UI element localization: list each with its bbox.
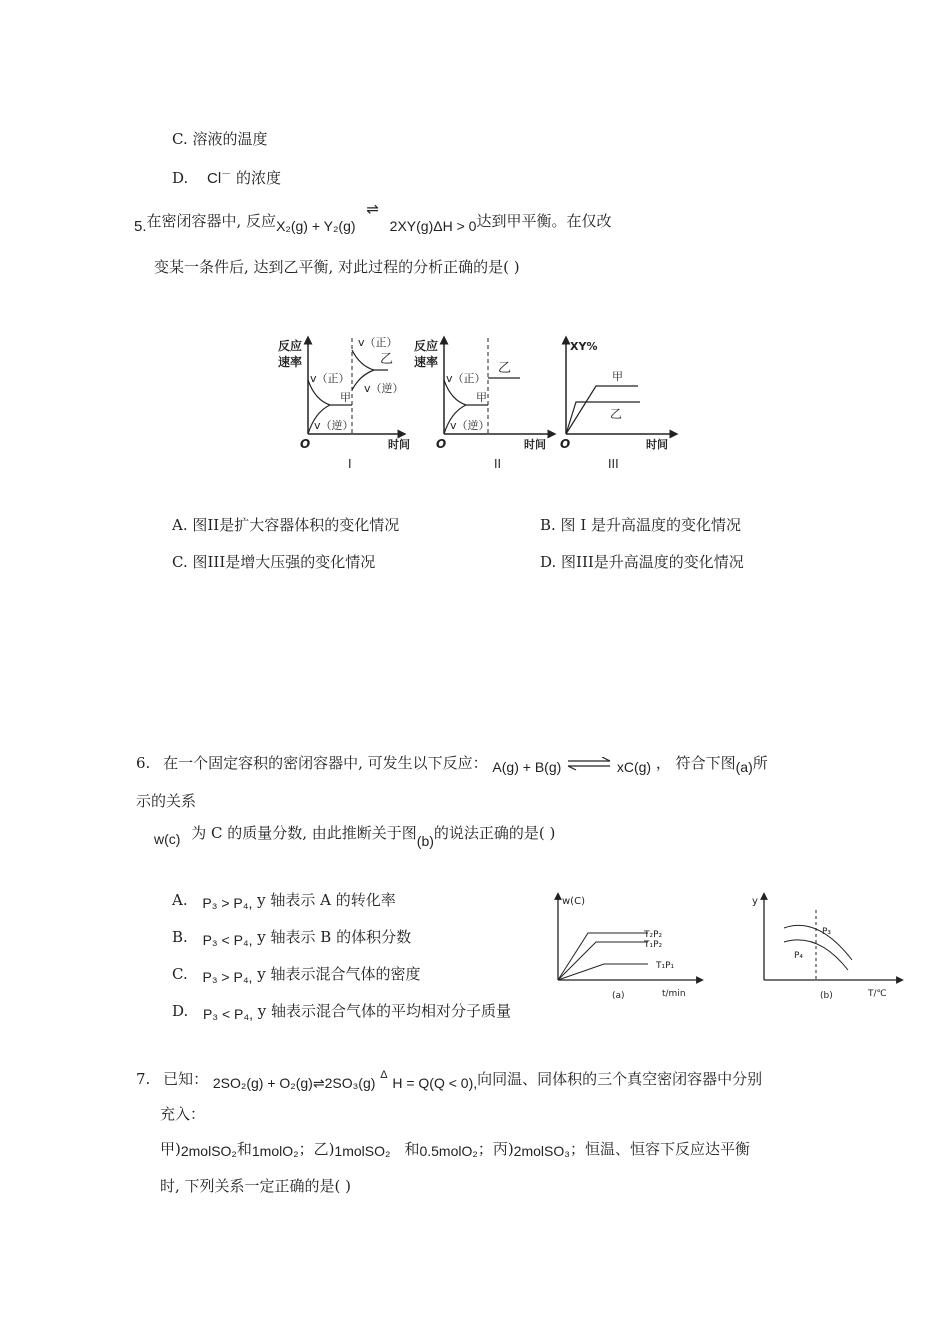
- q5-fig1-ylabel1: 反应: [278, 339, 303, 353]
- q6-number: 6.: [136, 754, 151, 772]
- q6-option-a: [172, 889, 396, 910]
- q5-option-b: B. 图 I 是升高温度的变化情况: [540, 516, 742, 534]
- q7-bing-val: 2molSO₃: [513, 1143, 570, 1159]
- q7-jia: 甲): [160, 1140, 181, 1158]
- q5-fig1-label-jia: 甲: [340, 391, 351, 404]
- q7-sep1: ；乙): [298, 1140, 335, 1158]
- q5-fig3-origin: O: [560, 437, 571, 451]
- q6-fig-a-xlabel: t/min: [662, 989, 686, 999]
- q6-fig-b-xlabel: T/℃: [868, 989, 887, 999]
- q6-after: ， 符合下图: [655, 754, 736, 772]
- q6-after2: 所: [752, 754, 768, 772]
- q4-option-d-sup: －: [221, 169, 232, 180]
- q6-figure-a: [548, 888, 718, 1008]
- q4-option-c: C. 溶液的温度: [172, 130, 268, 148]
- q6-option-b: [172, 926, 411, 947]
- q7-yi-val2: 0.5molO₂: [419, 1143, 478, 1159]
- q4-option-d-text: 的浓度: [236, 169, 282, 187]
- q7-and1: 和: [236, 1140, 252, 1158]
- q5-fig2-v-forward: v（正）: [446, 372, 486, 385]
- q5-fig2: [414, 338, 552, 471]
- q5-fig2-xlabel: 时间: [524, 438, 546, 451]
- q6-intro: 在一个固定容积的密闭容器中, 可发生以下反应：: [163, 754, 488, 772]
- q6-option-c-text: y 轴表示混合气体的密度: [252, 965, 421, 983]
- q6-fig-b-caption: (b): [820, 991, 833, 1001]
- q6-fig-b-curve2-label: P₄: [794, 951, 804, 961]
- q5-reactants: X₂(g) + Y₂(g): [276, 218, 356, 234]
- q6-equilibrium-arrow: [566, 757, 612, 771]
- q6-fig-b-ref: (b): [416, 833, 434, 849]
- q6-option-d-cond: P₃ < P₄,: [203, 1006, 253, 1022]
- q6-wc: w(c): [154, 831, 181, 847]
- q5-intro: 在密闭容器中, 反应: [146, 212, 277, 230]
- q6-fig-b-curve1-label: P₃: [822, 927, 832, 937]
- q5-number: 5.: [134, 218, 147, 235]
- q5-fig2-v-reverse: v（逆）: [450, 419, 490, 432]
- q7-delta: Δ: [380, 1069, 388, 1081]
- q7-condition: H = Q(Q < 0),: [392, 1075, 478, 1091]
- q6-fig-a-ref: (a): [735, 759, 753, 775]
- q5-fig1-label-yi: 乙: [380, 352, 394, 367]
- q6-option-d-label: D.: [172, 1002, 189, 1020]
- q5-after: 达到甲平衡。在仅改: [476, 212, 612, 230]
- q6-fig-a-curve2-label: T₁P₂: [644, 940, 663, 950]
- q5-option-c: C. 图III是增大压强的变化情况: [172, 553, 376, 571]
- q5-fig3-xlabel: 时间: [646, 438, 668, 451]
- q4-option-d-ion: Cl: [207, 170, 222, 187]
- q6-option-a-text: y 轴表示 A 的转化率: [252, 891, 396, 909]
- q6-fig-a-curve1-label: T₂P₂: [644, 930, 663, 940]
- q6-fig-a-curve-t2p2: [558, 933, 648, 980]
- q6-fig-a-curve3-label: T₁P₁: [656, 961, 675, 971]
- q5-fig3-caption: III: [608, 457, 619, 471]
- q6-option-d: [172, 1000, 511, 1021]
- q6-line3: 为 C 的质量分数, 由此推断关于图: [191, 824, 417, 842]
- q7-intro: 已知：: [163, 1070, 209, 1088]
- q5-fig2-origin: O: [436, 437, 447, 451]
- q5-stem-line2: 变某一条件后, 达到乙平衡, 对此过程的分析正确的是( ): [154, 258, 520, 276]
- q4-option-d-label: D.: [172, 169, 189, 187]
- q5-fig2-label-jia: 甲: [476, 391, 487, 404]
- q7-line3-end: ；恒温、恒容下反应达平衡: [569, 1140, 750, 1158]
- q7-stem-line4: 时, 下列关系一定正确的是( ): [160, 1177, 352, 1195]
- q7-stem-line3: [160, 1138, 750, 1159]
- q6-stem-line1: [136, 752, 768, 773]
- q6-figure-b: [748, 888, 908, 1008]
- q5-fig1: [278, 336, 410, 471]
- q5-fig2-ylabel1: 反应: [414, 339, 439, 353]
- q5-fig3-curve-yi: [566, 402, 640, 434]
- q5-option-d: D. 图III是升高温度的变化情况: [540, 553, 744, 571]
- q5-fig3-curve-jia: [566, 386, 638, 434]
- q6-option-a-label: A.: [172, 891, 188, 909]
- q6-option-a-cond: P₃ > P₄,: [202, 895, 253, 911]
- q7-sep2: ；丙): [477, 1140, 514, 1158]
- q7-stem-line2: 充入：: [160, 1105, 206, 1123]
- q7-number: 7.: [136, 1070, 151, 1088]
- q5-fig3-label-jia: 甲: [612, 370, 623, 383]
- q5-fig1-ylabel2: 速率: [278, 355, 303, 369]
- q5-fig1-v-forward2: v（正）: [358, 336, 398, 349]
- q6-option-d-text: y 轴表示混合气体的平均相对分子质量: [252, 1002, 511, 1020]
- q6-option-c-label: C.: [172, 965, 188, 983]
- q5-fig2-caption: II: [494, 457, 502, 471]
- q6-reaction-left: A(g) + B(g): [492, 759, 562, 775]
- q5-fig2-label-yi: 乙: [498, 361, 512, 376]
- q7-stem-line1: [136, 1068, 762, 1089]
- q7-yi-val: 1molSO₂: [334, 1143, 391, 1159]
- q6-fig-a-curve-t1p2: [558, 942, 648, 980]
- q6-reaction-right: xC(g): [616, 759, 652, 775]
- q5-fig1-xlabel: 时间: [388, 438, 410, 451]
- q5-fig2-ylabel2: 速率: [414, 355, 439, 369]
- q4-option-d: [172, 165, 281, 188]
- q6-option-b-text: y 轴表示 B 的体积分数: [252, 928, 412, 946]
- q5-fig3-label-yi: 乙: [610, 407, 623, 421]
- q5-figure: [270, 330, 690, 480]
- q6-fig-a-ylabel: w(C): [562, 896, 585, 907]
- q6-option-c-cond: P₃ > P₄,: [202, 969, 253, 985]
- q5-fig1-origin: O: [300, 437, 311, 451]
- q5-arrow: ⇌: [366, 201, 379, 218]
- q6-fig-b-ylabel: y: [752, 896, 758, 907]
- q5-fig1-v-reverse2: v（逆）: [364, 382, 404, 395]
- q5-fig1-v-reverse: v（逆）: [314, 419, 354, 432]
- q6-stem-line2: 示的关系: [136, 792, 197, 810]
- q5-products: 2XY(g)ΔH > 0: [389, 218, 477, 234]
- q5-fig3: [560, 340, 674, 471]
- q6-option-b-cond: P₃ < P₄,: [202, 932, 253, 948]
- q5-stem-line1: [134, 201, 612, 235]
- q5-option-a: A. 图II是扩大容器体积的变化情况: [172, 516, 400, 534]
- q6-line3-end: 的说法正确的是( ): [433, 824, 556, 842]
- q6-option-c: [172, 963, 420, 984]
- q7-reaction: 2SO₂(g) + O₂(g)⇌2SO₃(g): [212, 1075, 376, 1091]
- q7-jia-val: 2molSO₂: [180, 1143, 237, 1159]
- q6-fig-a-caption: (a): [612, 991, 625, 1001]
- q5-fig1-caption: I: [348, 457, 352, 471]
- q6-stem-line3: [154, 822, 556, 849]
- q7-and2: 和: [404, 1140, 420, 1158]
- q6-option-b-label: B.: [172, 928, 188, 946]
- q5-fig1-v-forward: v（正）: [310, 372, 350, 385]
- q7-jia-val2: 1molO₂: [251, 1143, 299, 1159]
- q7-after: 向同温、同体积的三个真空密闭容器中分别: [477, 1070, 763, 1088]
- q5-fig3-ylabel: XY%: [570, 340, 598, 353]
